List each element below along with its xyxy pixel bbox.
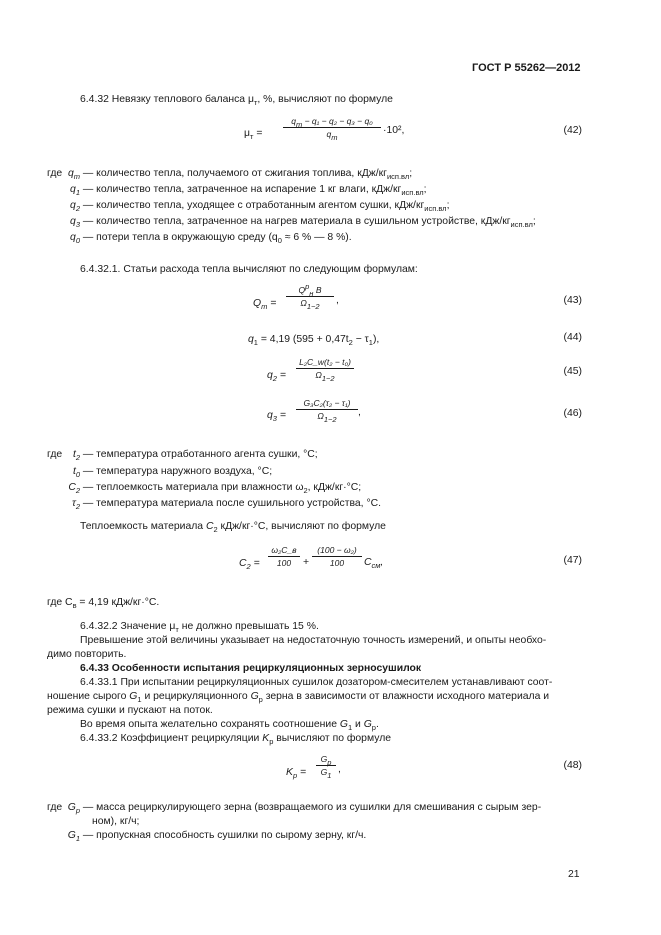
- equation-number-44: (44): [563, 332, 582, 343]
- page-number: 21: [568, 869, 580, 880]
- paragraph-line: ношение сырого $G_1$ и рециркуляционного $G_р$ зерна в зависимости от влажности исходного материала и: [47, 691, 550, 704]
- cv-definition: где $C_в = 4,19$ кДж/кг·°С.: [47, 597, 160, 610]
- equation-number-46: (46): [563, 408, 582, 419]
- equation-number-43: (43): [563, 295, 582, 306]
- paragraph-line: 6.4.33.2 Коэффициент рециркуляции $K_р$ вычисляют по формуле: [80, 733, 392, 746]
- where-row: $C_2$ — теплоемкость материала при влажности $\omega_2$, кДж/кг·°С;: [68, 482, 362, 495]
- paragraph-line: Превышение этой величины указывает на недостаточную точность измерений, и опыты необхо-: [80, 635, 547, 646]
- paragraph-line: димо повторить.: [47, 649, 127, 660]
- paragraph-line: 6.4.33.1 При испытании рециркуляционных сушилок дозатором-смесителем устанавливают соот-: [80, 677, 553, 688]
- where-row: $t_0$ — температура наружного воздуха, °С;: [72, 466, 273, 479]
- standard-header: ГОСТ Р 55262—2012: [472, 62, 581, 74]
- where-row: $q_0$ — потери тепла в окружающую среду ($q_0 \approx 6$ % — 8 %).: [70, 232, 352, 245]
- paragraph-line: Во время опыта желательно сохранять соотношение $G_1$ и $G_р$.: [80, 719, 379, 732]
- heat-capacity-intro: Теплоемкость материала $C_2$ кДж/кг·°С, вычисляют по формуле: [80, 521, 386, 534]
- equation-number-42: (42): [563, 125, 582, 136]
- where-row: $q_1$ — количество тепла, затраченное на испарение 1 кг влаги, кДж/$кг_{исп.вл}$;: [70, 184, 427, 197]
- where-row: $q_3$ — количество тепла, затраченное на нагрев материала в сушильном устройстве, кДж/$кг_{исп.вл}$;: [70, 216, 536, 229]
- paragraph-line: режима сушки и пускают на поток.: [47, 705, 213, 716]
- equation-number-47: (47): [563, 555, 582, 566]
- where-row: $\tau_2$ — температура материала после сушильного устройства, °С.: [71, 498, 381, 511]
- where-row: $t_2$ — температура отработанного агента сушки, °С;: [72, 449, 318, 462]
- equation-number-45: (45): [563, 366, 582, 377]
- paragraph-6-4-32-1: 6.4.32.1. Статьи расхода тепла вычисляют по следующим формулам:: [80, 264, 418, 275]
- paragraph-6-4-32-2: 6.4.32.2 Значение $\mu_т$ не должно превышать 15 %.: [80, 621, 319, 634]
- where-row: $G_1$ — пропускная способность сушилки по сырому зерну, кг/ч.: [67, 830, 367, 843]
- where-row: $q_т$ — количество тепла, получаемого от сжигания топлива, кДж/$кг_{исп.вл}$;: [67, 168, 413, 181]
- paragraph-6-4-32: 6.4.32 Невязку теплового баланса $\mu_т$, %, вычисляют по формуле: [80, 94, 393, 107]
- where-row: $q_2$ — количество тепла, уходящее с отработанным агентом сушки, кДж/$кг_{исп.вл}$;: [70, 200, 450, 213]
- equation-number-48: (48): [563, 760, 582, 771]
- section-heading-6-4-33: 6.4.33 Особенности испытания рециркуляционных зерносушилок: [80, 663, 422, 674]
- where-row: $G_р$ — масса рециркулирующего зерна (возвращаемого из сушилки для смешивания с сырым зер-: [67, 802, 542, 815]
